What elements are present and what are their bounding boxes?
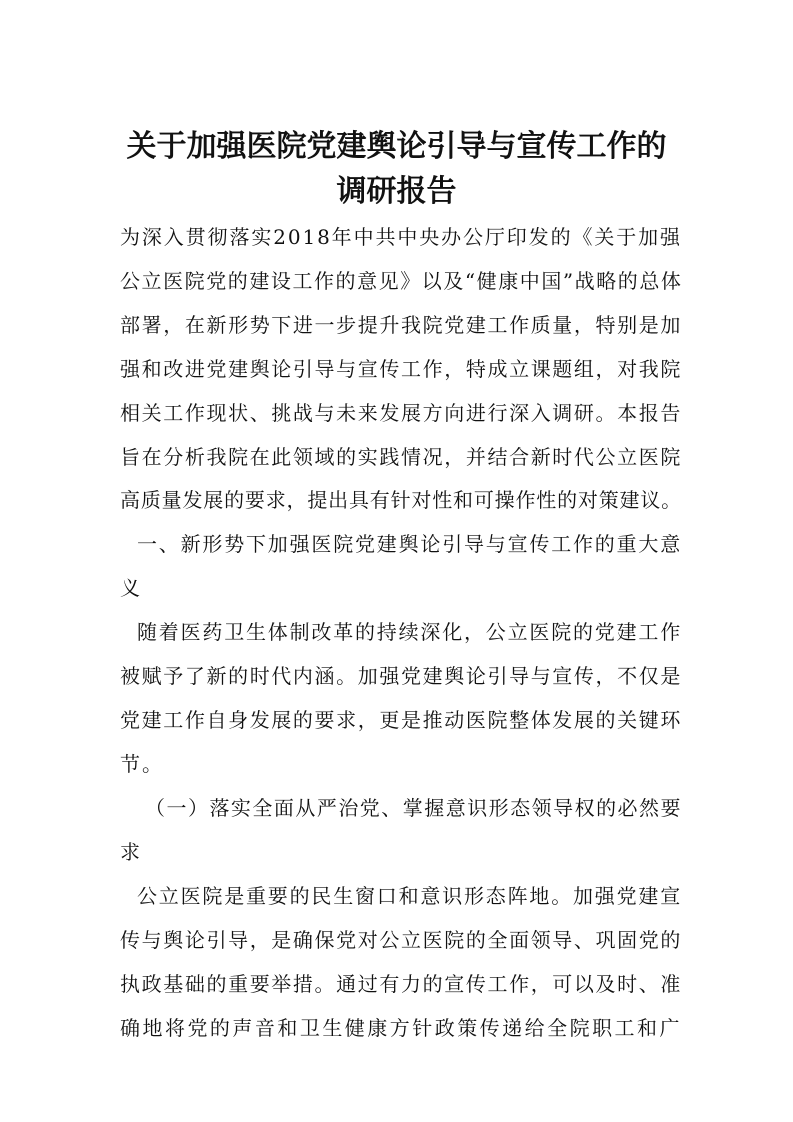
body-line: 党建工作自身发展的要求，更是推动医院整体发展的关键环 [120, 708, 682, 732]
body-line: 被赋予了新的时代内涵。加强党建舆论引导与宣传，不仅是 [120, 664, 682, 688]
body-line: 随着医药卫生体制改革的持续深化，公立医院的党建工作 [137, 620, 682, 644]
subsection-heading-cont: 求 [120, 840, 142, 864]
body-line: 执政基础的重要举措。通过有力的宣传工作，可以及时、准 [120, 972, 682, 996]
body-line: 公立医院是重要的民生窗口和意识形态阵地。加强党建宣 [137, 884, 682, 908]
document-title-line-1: 关于加强医院党建舆论引导与宣传工作的 [126, 129, 667, 164]
body-line: 为深入贯彻落实2018年中共中央办公厅印发的《关于加强 [120, 225, 682, 249]
body-line: 相关工作现状、挑战与未来发展方向进行深入调研。本报告 [120, 401, 682, 425]
subsection-heading: （一）落实全面从严治党、掌握意识形态领导权的必然要 [145, 796, 682, 820]
body-line: 节。 [120, 752, 164, 776]
body-line: 传与舆论引导，是确保党对公立医院的全面领导、巩固党的 [120, 928, 682, 952]
body-line: 高质量发展的要求，提出具有针对性和可操作性的对策建议。 [120, 488, 682, 512]
section-heading-cont: 义 [120, 576, 142, 600]
body-line: 部署，在新形势下进一步提升我院党建工作质量，特别是加 [120, 313, 682, 337]
body-line: 旨在分析我院在此领域的实践情况，并结合新时代公立医院 [120, 445, 682, 469]
body-line: 确地将党的声音和卫生健康方针政策传递给全院职工和广 [120, 1016, 682, 1040]
body-line: 公立医院党的建设工作的意见》以及“健康中国”战略的总体 [120, 269, 683, 293]
document-title-line-2: 调研报告 [336, 174, 457, 209]
body-line: 强和改进党建舆论引导与宣传工作，特成立课题组，对我院 [120, 357, 682, 381]
section-heading: 一、新形势下加强医院党建舆论引导与宣传工作的重大意 [137, 532, 682, 556]
